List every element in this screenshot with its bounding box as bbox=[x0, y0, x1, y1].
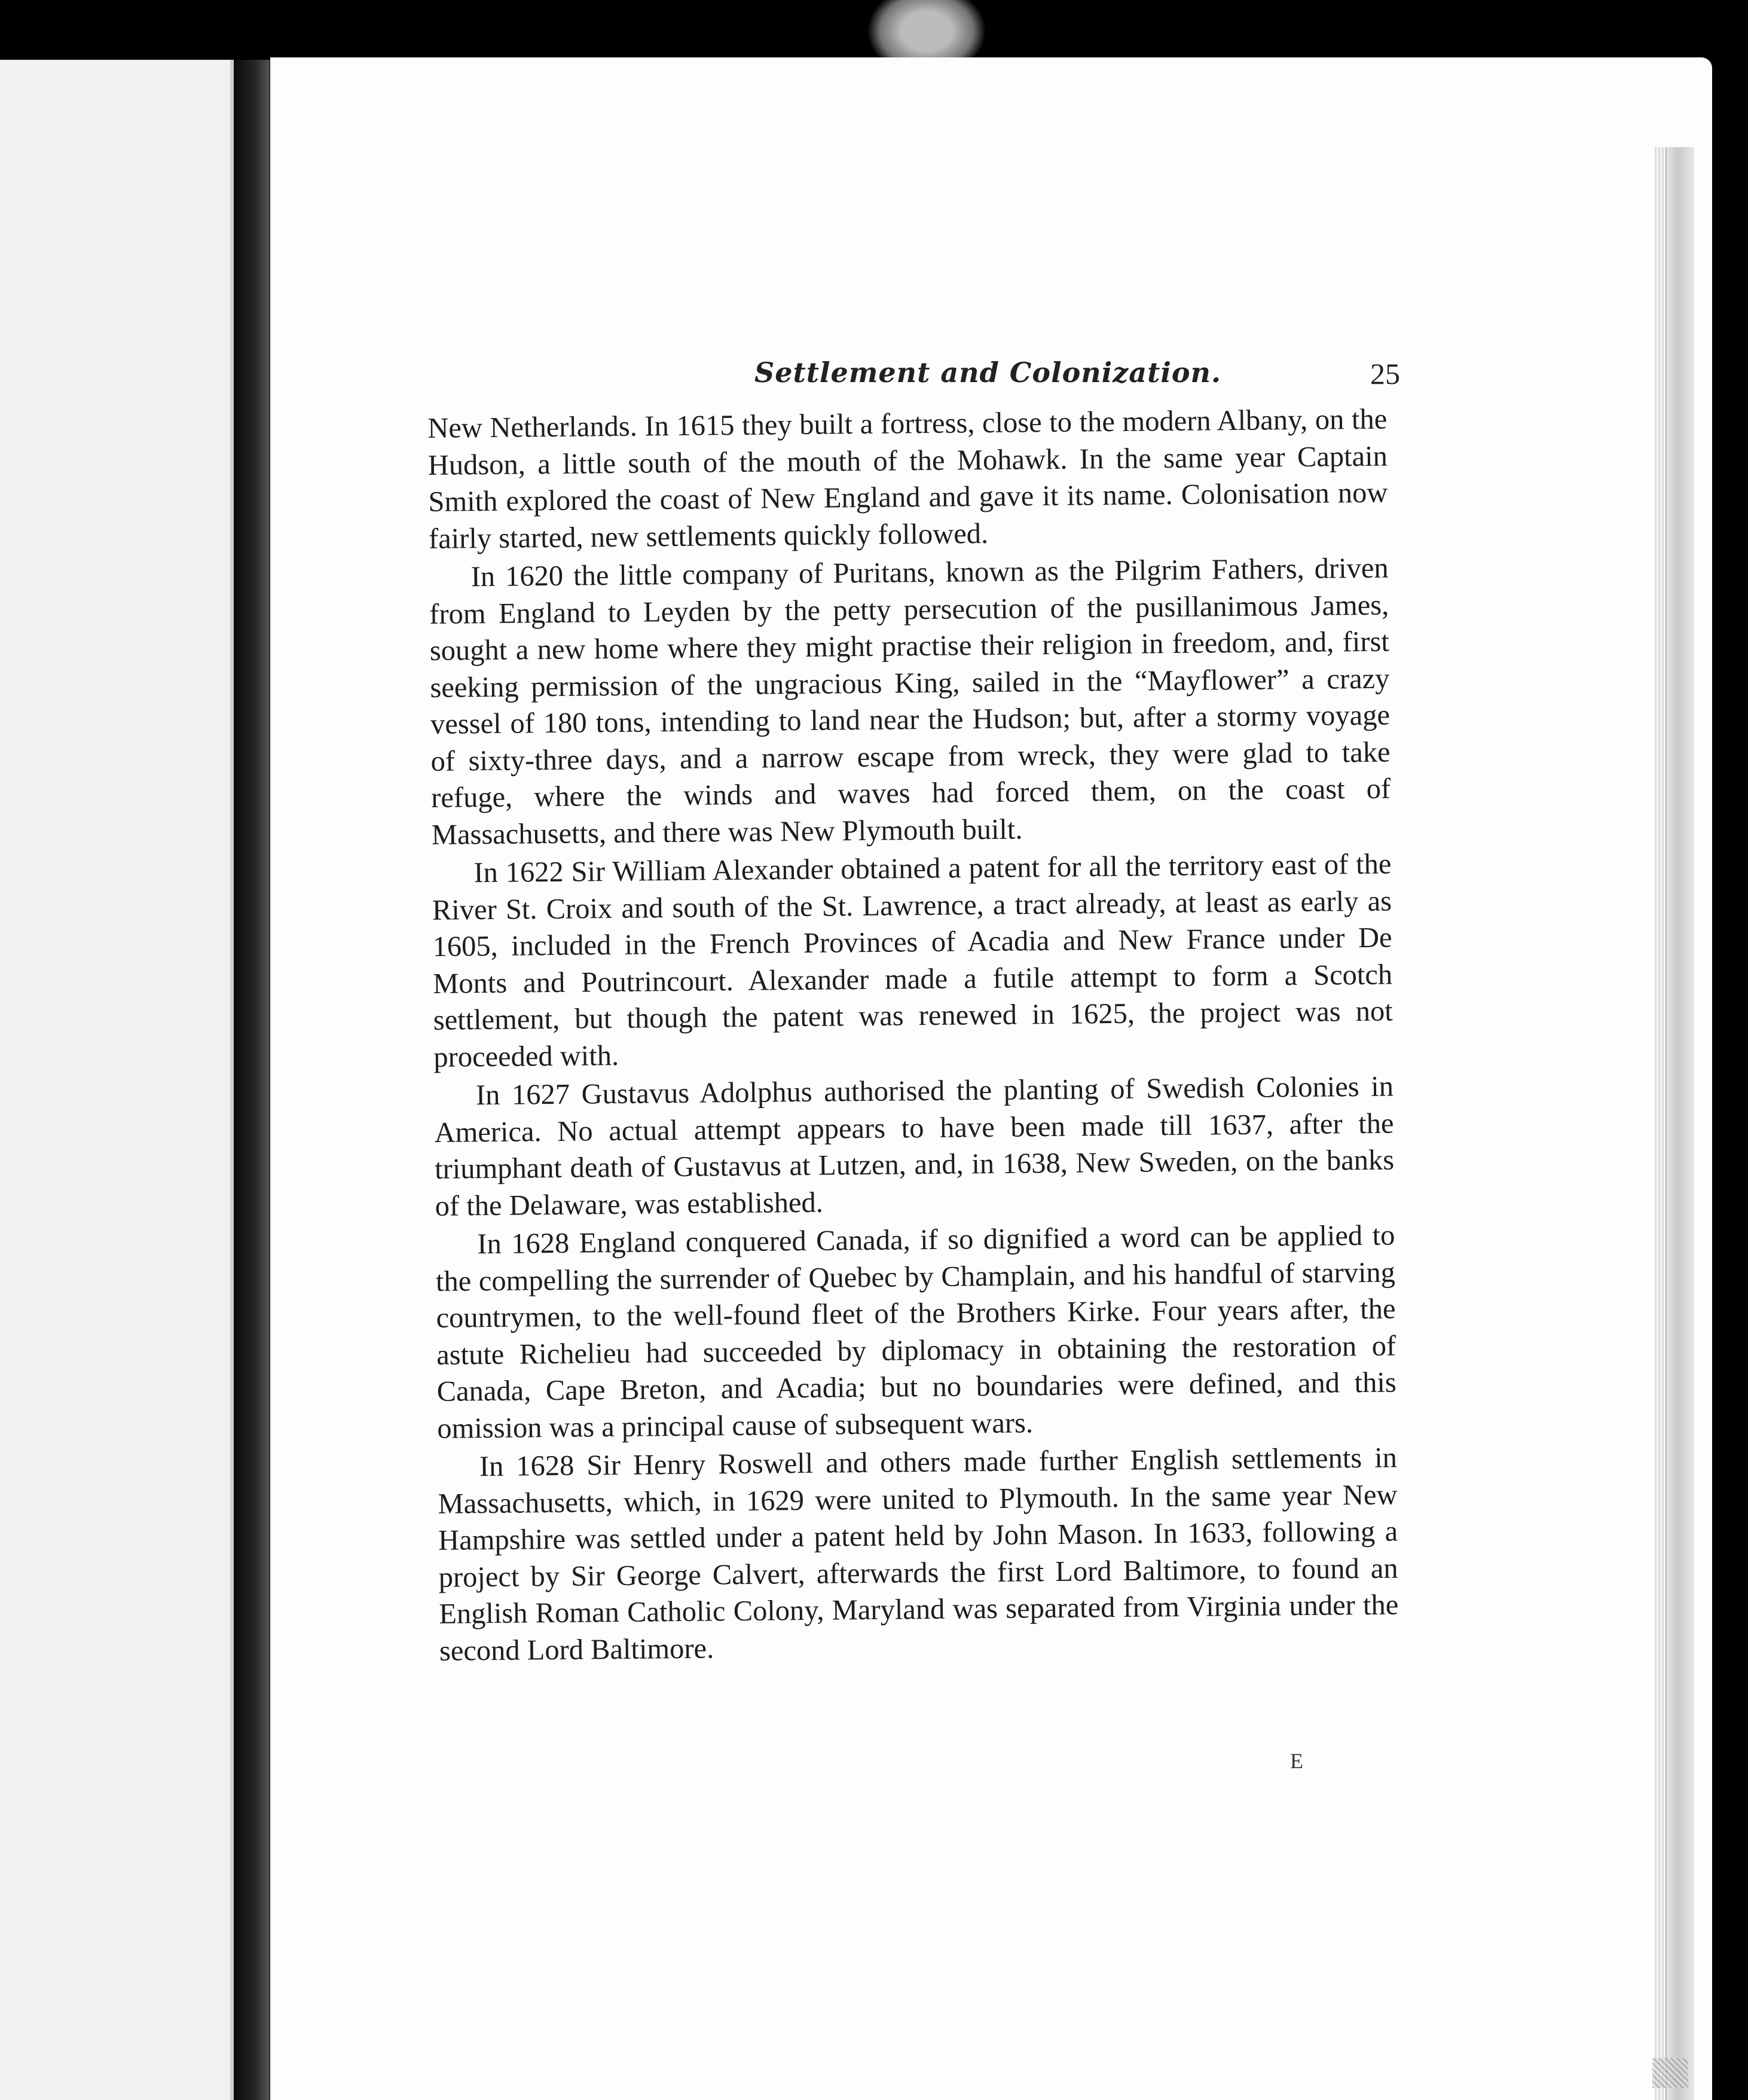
paragraph-william-alexander: In 1622 Sir William Alexander obtained a patent for all the territory east of the River St. Croix and south of the St. Lawrence, a tract already, at least as early as 1605, included in the French Provinces of Acadia and New France under De Monts and Poutrincourt. Alexander made a futile attempt to form a Scotch settlement, but though the patent was renewed in 1625, the project was not proceeded with. bbox=[432, 848, 1393, 1073]
body-text bbox=[427, 401, 1399, 1671]
running-head: Settlement and Colonization. bbox=[754, 356, 1221, 389]
paragraph-massachusetts-settlements: In 1628 Sir Henry Roswell and others made further English settlements in Massachusetts, which, in 1629 were united to Plymouth. In the same year New Hampshire was settled under a patent held by John Mason. In 1633, following a project by Sir George Calvert, afterwards the first Lord Baltimore, to found an English Roman Catholic Colony, Maryland was separated from Virginia under the second Lord Baltimore. bbox=[438, 1442, 1399, 1667]
page-corner-wear bbox=[1652, 2058, 1688, 2088]
paragraph-canada-conquest: In 1628 England conquered Canada, if so dignified a word can be applied to the compelling the surrender of Quebec by Champlain, and his handful of starving countrymen, to the well-found fleet of the Brothers Kirke. Four years after, the astute Richelieu had succeeded by diplomacy in obtaining the restoration of Canada, Cape Breton, and Acadia; but no boundaries were defined, and this omission was a principal cause of subsequent wars. bbox=[435, 1219, 1396, 1445]
page-number: 25 bbox=[1370, 357, 1400, 390]
left-facing-page bbox=[0, 60, 234, 2100]
page-edge-stack bbox=[1666, 147, 1694, 2100]
page-header bbox=[754, 356, 1400, 404]
paragraph-continued: New Netherlands. In 1615 they built a fortress, close to the modern Albany, on the Hudson, a little south of the mouth of the Mohawk. In the same year Captain Smith explored the coast of New England and gave it its name. Colonisation now fairly started, new settlements quickly followed. bbox=[427, 403, 1388, 555]
paragraph-pilgrim-fathers: In 1620 the little company of Puritans, known as the Pilgrim Fathers, driven from England to Leyden by the petty persecution of the pusillanimous James, sought a new home where they might practise their religion in freedom, and, first seeking permission of the ungracious King, sailed in the “Mayflower” a crazy vessel of 180 tons, intending to land near the Hudson; but, after a stormy voyage of sixty-three days, and a narrow escape from wreck, they were glad to take refuge, where the winds and waves had forced them, on the coast of Massachusetts, and there was New Plymouth built. bbox=[429, 552, 1391, 851]
signature-mark: E bbox=[1290, 1749, 1303, 1773]
paragraph-gustavus-adolphus: In 1627 Gustavus Adolphus authorised the planting of Swedish Colonies in America. No actual attempt appears to have been made till 1637, after the triumphant death of Gustavus at Lutzen, and, in 1638, New Sweden, on the banks of the Delaware, was established. bbox=[434, 1070, 1395, 1222]
book-gutter bbox=[234, 60, 270, 2100]
